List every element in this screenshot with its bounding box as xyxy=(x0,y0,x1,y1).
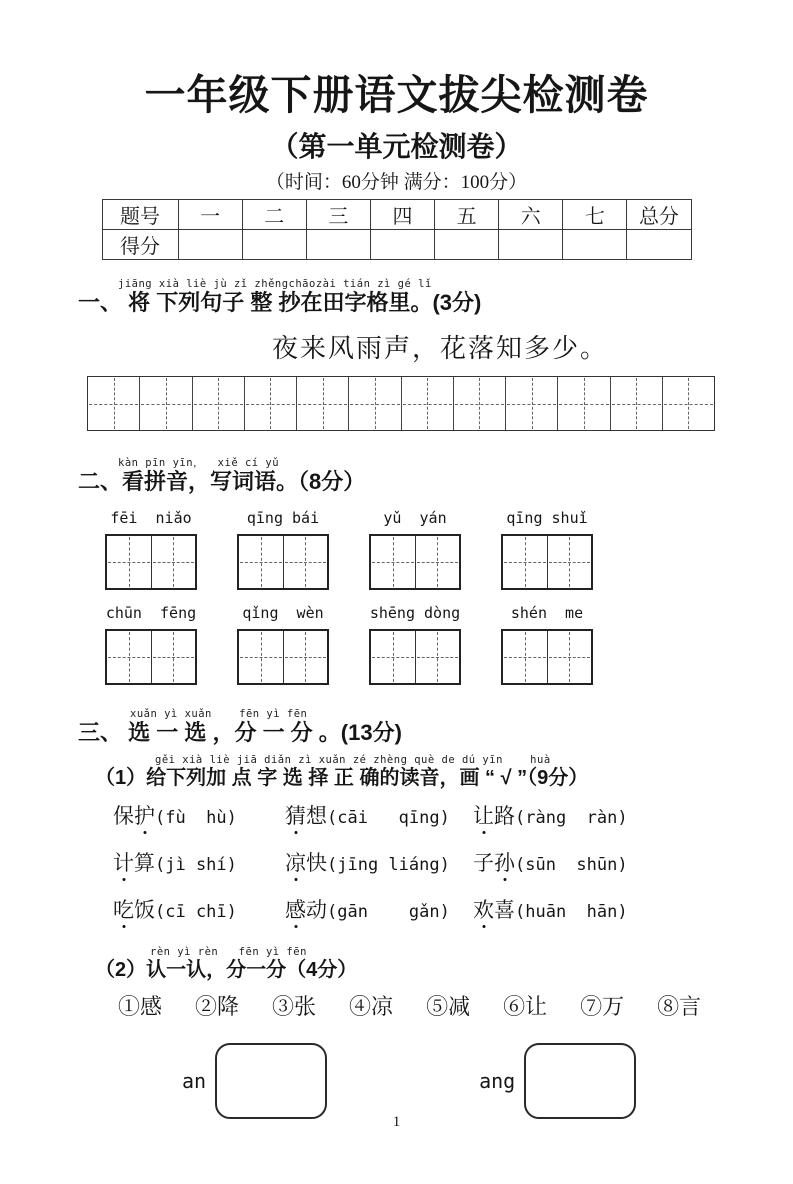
dotted-character: 让 xyxy=(473,800,494,830)
numbered-character: ⑤减 xyxy=(426,994,471,1019)
character: 算 xyxy=(134,851,155,875)
pronunciation-options: (huān hān) xyxy=(515,902,628,922)
pinyin-word-label: qīng shuǐ xyxy=(506,509,588,527)
dotted-character: 凉 xyxy=(285,847,306,877)
section-2-heading xyxy=(78,458,793,495)
dotted-character: 护 xyxy=(134,800,155,830)
question-number-cell: 六 xyxy=(499,200,563,230)
section-1-heading xyxy=(78,279,793,316)
character: 饭 xyxy=(134,898,155,922)
tianzige-cell[interactable] xyxy=(503,631,548,683)
tianzige-cell[interactable] xyxy=(416,536,460,588)
copy-sentence: 夜来风雨声，花落知多少。 xyxy=(272,334,609,363)
paper-title: 一年级下册语文拔尖检测卷 xyxy=(144,72,649,118)
section-2-title xyxy=(78,469,793,495)
score-entry-cell[interactable] xyxy=(627,230,691,260)
character: 快 xyxy=(306,851,327,875)
pinyin-word-grids xyxy=(0,509,793,685)
tianzige-cell[interactable] xyxy=(349,377,401,430)
word-grid-column xyxy=(105,509,197,590)
section-1-number: 一、 xyxy=(78,290,129,315)
character: 喜 xyxy=(494,898,515,922)
pronunciation-options: (cī chī) xyxy=(155,902,237,922)
tianzige-cell[interactable] xyxy=(506,377,558,430)
word-grid-column xyxy=(237,604,329,685)
an-sort-box[interactable] xyxy=(215,1043,327,1119)
question-number-cell: 七 xyxy=(563,200,627,230)
word-grid-row xyxy=(105,509,793,590)
numbered-character: ③张 xyxy=(272,994,317,1019)
pinyin-word-label: shēng dòng xyxy=(369,604,461,622)
character: 路 xyxy=(494,804,515,828)
dotted-character: 吃 xyxy=(113,894,134,924)
tianzige-cell[interactable] xyxy=(152,536,196,588)
section-2-text: 看拼音，写词语。（8分） xyxy=(122,469,366,494)
sub-question-2-pinyin: rèn yì rèn fēn yì fēn xyxy=(150,946,307,958)
word-choice-item[interactable] xyxy=(285,800,473,830)
pronunciation-options: (jīng liáng) xyxy=(327,855,450,875)
pinyin-word-label: qǐng wèn xyxy=(242,604,324,622)
tianzige-cell[interactable] xyxy=(284,536,328,588)
score-entry-cell[interactable] xyxy=(370,230,434,260)
sub-question-2-heading xyxy=(95,947,793,982)
sub-question-2-text: （2）认一认，分一分（4分） xyxy=(95,959,358,981)
section-2-number: 二、 xyxy=(78,469,123,494)
score-entry-cell[interactable] xyxy=(435,230,499,260)
question-number-cell: 五 xyxy=(435,200,499,230)
section-3-heading xyxy=(78,709,793,746)
numbered-character-list xyxy=(118,990,793,1021)
numbered-character: ④凉 xyxy=(349,994,394,1019)
word-choice-item[interactable] xyxy=(285,847,473,877)
dotted-character: 孙 xyxy=(494,847,515,877)
sub-question-1-text: （1）给下列加 点 字 选 择 正 确的读音，画 “ √ ”（9分） xyxy=(95,767,589,789)
answer-write-box[interactable] xyxy=(501,629,593,685)
score-entry-cell[interactable] xyxy=(499,230,563,260)
question-number-cell: 三 xyxy=(306,200,370,230)
numbered-character: ②降 xyxy=(195,994,240,1019)
tianzige-cell[interactable] xyxy=(193,377,245,430)
exam-paper-page xyxy=(0,62,793,1184)
pinyin-word-label: chūn fēng xyxy=(105,604,197,622)
ang-label: ang xyxy=(479,1069,516,1093)
section-3-title xyxy=(78,720,793,746)
section-2-pinyin: kàn pīn yīn， xiě cí yǔ xyxy=(118,457,280,469)
answer-write-box[interactable] xyxy=(105,629,197,685)
character: 保 xyxy=(113,804,134,828)
character: 想 xyxy=(306,804,327,828)
dotted-character: 欢 xyxy=(473,894,494,924)
tianzige-cell[interactable] xyxy=(402,377,454,430)
score-table-score-row xyxy=(102,230,691,260)
word-choice-item[interactable] xyxy=(113,800,285,830)
pronunciation-options: (cāi qīng) xyxy=(327,808,450,828)
tianzige-cell[interactable] xyxy=(548,631,592,683)
question-number-cell: 一 xyxy=(178,200,242,230)
copy-character-grid[interactable] xyxy=(87,376,715,431)
tianzige-cell[interactable] xyxy=(297,377,349,430)
question-number-cell: 总分 xyxy=(627,200,691,230)
word-choice-item[interactable] xyxy=(473,847,793,877)
pronunciation-options: (gān gǎn) xyxy=(327,902,450,922)
dotted-character: 猜 xyxy=(285,800,306,830)
score-entry-cell[interactable] xyxy=(242,230,306,260)
pronunciation-options: (fù hù) xyxy=(155,808,237,828)
answer-write-box[interactable] xyxy=(105,534,197,590)
score-table-header-row xyxy=(102,200,691,230)
pronunciation-options: (sūn shūn) xyxy=(515,855,628,875)
numbered-character: ①感 xyxy=(118,994,163,1019)
pinyin-word-label: fēi niǎo xyxy=(110,509,192,527)
word-choice-item[interactable] xyxy=(473,800,793,830)
tianzige-cell[interactable] xyxy=(140,377,192,430)
answer-write-box[interactable] xyxy=(237,534,329,590)
tianzige-cell[interactable] xyxy=(371,536,416,588)
dotted-character: 计 xyxy=(113,847,134,877)
word-grid-column xyxy=(105,604,197,685)
tianzige-cell[interactable] xyxy=(371,631,416,683)
word-grid-column xyxy=(501,604,593,685)
section-1-title xyxy=(78,290,793,316)
an-label: an xyxy=(182,1069,207,1093)
pronunciation-choice-grid xyxy=(113,800,793,924)
score-entry-cell[interactable] xyxy=(178,230,242,260)
sort-boxes-row xyxy=(0,1041,793,1121)
sub-question-1-pinyin: gěi xià liè jiā diǎn zì xuǎn zé zhèng què de dú yīn huà xyxy=(155,754,551,766)
dotted-character: 感 xyxy=(285,894,306,924)
numbered-character: ⑥让 xyxy=(503,994,548,1019)
word-grid-column xyxy=(501,509,593,590)
score-entry-cell[interactable] xyxy=(563,230,627,260)
tianzige-cell[interactable] xyxy=(416,631,460,683)
answer-write-box[interactable] xyxy=(501,534,593,590)
tianzige-cell[interactable] xyxy=(663,377,714,430)
pinyin-word-label: shén me xyxy=(510,604,584,622)
word-choice-item[interactable] xyxy=(113,894,285,924)
score-table xyxy=(102,199,692,260)
numbered-character: ⑧言 xyxy=(657,994,702,1019)
page-number: 1 xyxy=(392,1114,401,1130)
time-score-meta: （时间：60分钟 满分：100分） xyxy=(265,172,528,193)
word-grid-row xyxy=(105,604,793,685)
tianzige-cell[interactable] xyxy=(152,631,196,683)
score-entry-cell[interactable] xyxy=(306,230,370,260)
tianzige-cell[interactable] xyxy=(558,377,610,430)
score-label: 得分 xyxy=(102,230,178,260)
ang-sort-box[interactable] xyxy=(524,1043,636,1119)
tianzige-cell[interactable] xyxy=(503,536,548,588)
tianzige-cell[interactable] xyxy=(88,377,140,430)
question-number-label: 题号 xyxy=(102,200,178,230)
question-number-cell: 二 xyxy=(242,200,306,230)
character: 子 xyxy=(473,851,494,875)
tianzige-cell[interactable] xyxy=(239,536,284,588)
word-grid-column xyxy=(369,604,461,685)
tianzige-cell[interactable] xyxy=(239,631,284,683)
answer-write-box[interactable] xyxy=(369,629,461,685)
word-grid-column xyxy=(237,509,329,590)
answer-write-box[interactable] xyxy=(237,629,329,685)
sub-question-1-heading xyxy=(95,755,793,790)
tianzige-cell[interactable] xyxy=(454,377,506,430)
character: 动 xyxy=(306,898,327,922)
word-choice-item[interactable] xyxy=(113,847,285,877)
tianzige-cell[interactable] xyxy=(284,631,328,683)
pronunciation-options: (jì shí) xyxy=(155,855,237,875)
paper-subtitle: （第一单元检测卷） xyxy=(270,131,523,162)
word-choice-item[interactable] xyxy=(285,894,473,924)
tianzige-cell[interactable] xyxy=(107,536,152,588)
pronunciation-options: (ràng ràn) xyxy=(515,808,628,828)
question-number-cell: 四 xyxy=(370,200,434,230)
tianzige-cell[interactable] xyxy=(107,631,152,683)
tianzige-cell[interactable] xyxy=(548,536,592,588)
section-1-pinyin: jiāng xià liè jù zǐ zhěngchāozài tián zì gé lǐ xyxy=(118,278,432,290)
word-choice-item[interactable] xyxy=(473,894,793,924)
section-3-text: 选 一 选 ，分 一 分 。(13分) xyxy=(128,720,402,745)
tianzige-cell[interactable] xyxy=(611,377,663,430)
numbered-character: ⑦万 xyxy=(580,994,625,1019)
pinyin-word-label: qīng bái xyxy=(246,509,320,527)
answer-write-box[interactable] xyxy=(369,534,461,590)
pinyin-word-label: yǔ yán xyxy=(383,509,447,527)
section-1-text: 将 下列句子 整 抄在田字格里。(3分) xyxy=(128,290,482,315)
section-3-number: 三、 xyxy=(78,720,129,745)
tianzige-cell[interactable] xyxy=(245,377,297,430)
word-grid-column xyxy=(369,509,461,590)
section-3-pinyin: xuǎn yì xuǎn fēn yì fēn xyxy=(130,708,308,720)
